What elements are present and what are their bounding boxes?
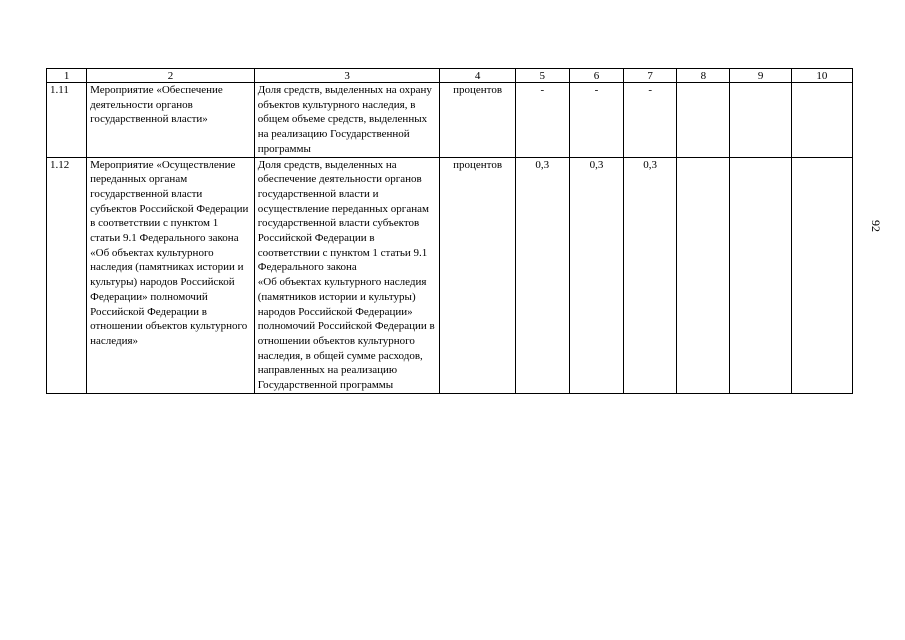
column-number-header: 2 bbox=[87, 69, 255, 83]
row-number-cell: 1.12 bbox=[47, 157, 87, 393]
value-cell-5: 0,3 bbox=[515, 157, 569, 393]
column-number-header: 5 bbox=[515, 69, 569, 83]
column-number-header: 6 bbox=[569, 69, 623, 83]
value-cell-6: - bbox=[569, 83, 623, 158]
row-number-cell: 1.11 bbox=[47, 83, 87, 158]
indicators-table bbox=[46, 68, 853, 394]
column-number-header: 7 bbox=[624, 69, 677, 83]
column-number-header: 8 bbox=[677, 69, 730, 83]
table-row bbox=[47, 157, 853, 393]
indicator-cell: Доля средств, выделенных на обеспечение деятельности органов государственной власти и осуществление переданных органам государственной власти субъектов Российской Федерации в соответствии с пунктом 1 статьи 9.1 Федерального закона «Об объектах культурного наследия (памятников истории и культуры) народов Российской Федерации» полномочий Российской Федерации в отношении объектов культурного наследия, в общей сумме расходов, направленных на реализацию Государственной программы bbox=[254, 157, 440, 393]
column-number-header: 3 bbox=[254, 69, 440, 83]
unit-cell: процентов bbox=[440, 83, 515, 158]
page-number: 92 bbox=[869, 220, 883, 232]
value-cell-8 bbox=[677, 157, 730, 393]
table-row bbox=[47, 83, 853, 158]
value-cell-6: 0,3 bbox=[569, 157, 623, 393]
value-cell-9 bbox=[730, 83, 791, 158]
value-cell-9 bbox=[730, 157, 791, 393]
indicator-cell: Доля средств, выделенных на охрану объектов культурного наследия, в общем объеме средств, выделенных на реализацию Государственной программы bbox=[254, 83, 440, 158]
measure-name-cell: Мероприятие «Обеспечение деятельности органов государственной власти» bbox=[87, 83, 255, 158]
unit-cell: процентов bbox=[440, 157, 515, 393]
column-number-header: 10 bbox=[791, 69, 852, 83]
value-cell-10 bbox=[791, 83, 852, 158]
column-number-header: 4 bbox=[440, 69, 515, 83]
value-cell-5: - bbox=[515, 83, 569, 158]
value-cell-10 bbox=[791, 157, 852, 393]
value-cell-8 bbox=[677, 83, 730, 158]
value-cell-7: - bbox=[624, 83, 677, 158]
measure-name-cell: Мероприятие «Осуществление переданных органам государственной власти субъектов Российской Федерации в соответствии с пунктом 1 статьи 9.1 Федерального закона «Об объектах культурного наследия (памятниках истории и культуры) народов Российской Федерации» полномочий Российской Федерации в отношении объектов культурного наследия» bbox=[87, 157, 255, 393]
table-header-row bbox=[47, 69, 853, 83]
column-number-header: 9 bbox=[730, 69, 791, 83]
value-cell-7: 0,3 bbox=[624, 157, 677, 393]
column-number-header: 1 bbox=[47, 69, 87, 83]
